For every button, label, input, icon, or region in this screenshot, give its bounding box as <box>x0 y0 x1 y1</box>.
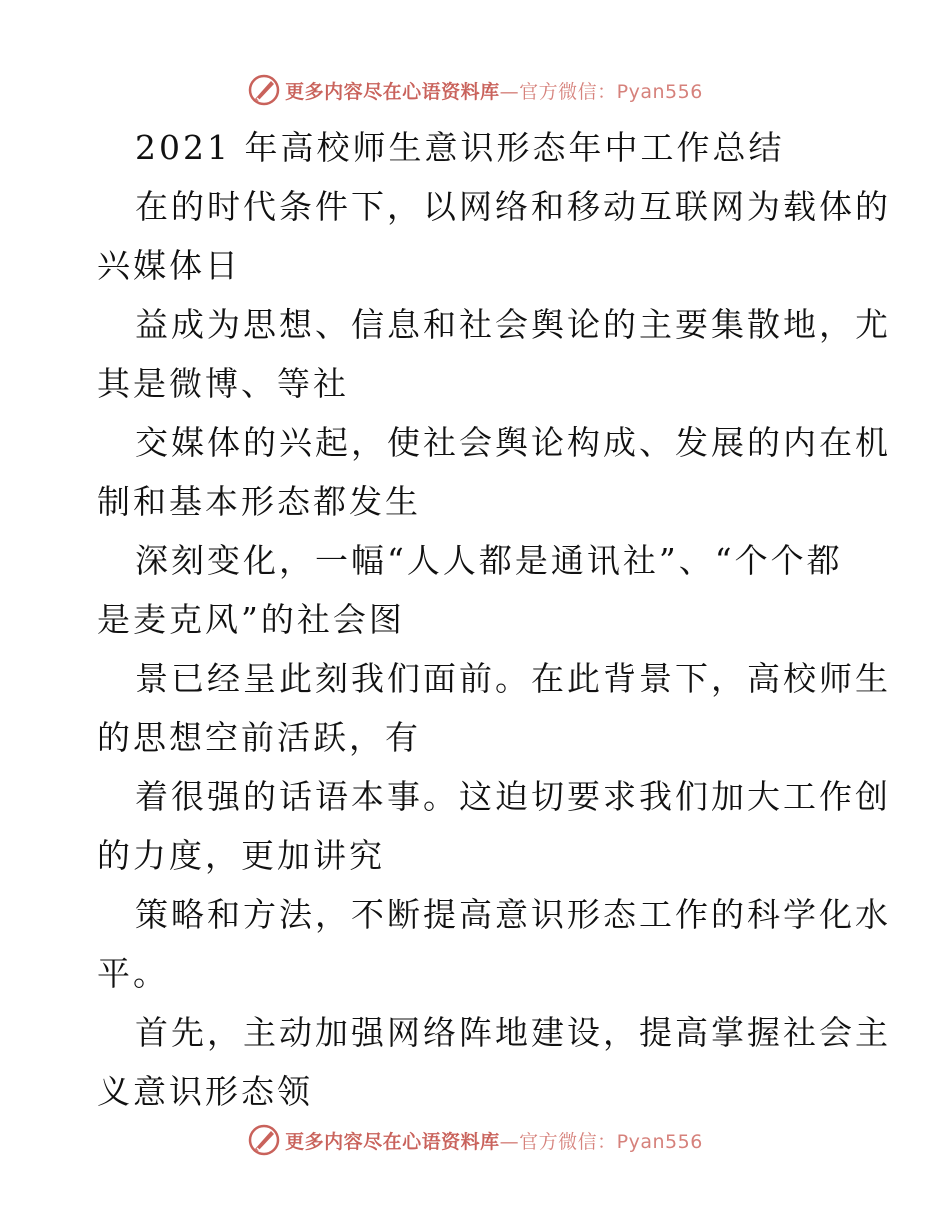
banner-text <box>285 77 703 104</box>
text-line: 在的时代条件下，以网络和移动互联网为载体的 <box>135 187 891 226</box>
quill-logo-icon <box>247 1123 281 1157</box>
text-line: 景已经呈此刻我们面前。在此背景下，高校师生 <box>135 659 891 698</box>
text-line: 平。 <box>97 954 169 993</box>
text-line: 制和基本形态都发生 <box>97 482 421 521</box>
document-body <box>97 118 891 1121</box>
text-line: 的力度，更加讲究 <box>97 836 385 875</box>
text-line: 益成为思想、信息和社会舆论的主要集散地，尤 <box>135 305 891 344</box>
text-line: 策略和方法，不断提高意识形态工作的科学化水 <box>135 895 891 934</box>
banner-bold-text: 更多内容尽在心语资料库 <box>285 1130 500 1153</box>
text-line: 着很强的话语本事。这迫切要求我们加大工作创 <box>135 777 891 816</box>
banner-text <box>285 1127 703 1154</box>
text-line: 交媒体的兴起，使社会舆论构成、发展的内在机 <box>135 423 891 462</box>
text-line: 2021 年高校师生意识形态年中工作总结 <box>135 128 785 167</box>
header-banner <box>0 70 950 110</box>
banner-rest-text: —官方微信：Pyan556 <box>499 80 703 103</box>
text-line: 义意识形态领 <box>97 1072 313 1111</box>
quill-logo-icon <box>247 73 281 107</box>
banner-rest-text: —官方微信：Pyan556 <box>499 1130 703 1153</box>
text-line: 首先，主动加强网络阵地建设，提高掌握社会主 <box>135 1013 891 1052</box>
text-line: 是麦克风”的社会图 <box>97 600 405 639</box>
text-line: 的思想空前活跃，有 <box>97 718 421 757</box>
footer-banner <box>0 1120 950 1160</box>
text-line: 深刻变化，一幅“人人都是通讯社”、“个个都 <box>135 541 843 580</box>
text-line: 其是微博、等社 <box>97 364 349 403</box>
text-line: 兴媒体日 <box>97 246 241 285</box>
banner-bold-text: 更多内容尽在心语资料库 <box>285 80 500 103</box>
